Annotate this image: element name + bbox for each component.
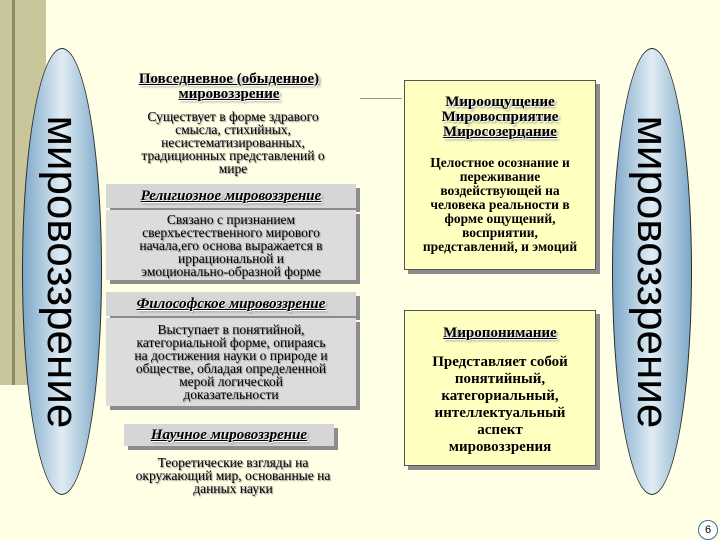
desc-line: Выступает в понятийной, — [157, 322, 305, 337]
desc-line: традиционных представлений о — [141, 148, 325, 163]
desc-line: форме ощущений, — [444, 211, 556, 226]
scientific-title-box — [124, 424, 334, 446]
desc-line: категориальной форме, опираясь — [136, 335, 326, 350]
philosophical-description-box — [106, 318, 356, 406]
desc-line: эмоционально-образной форме — [141, 263, 321, 279]
desc-line: несистематизированных, — [161, 135, 305, 150]
desc-line: Представляет собой — [432, 354, 568, 370]
desc-line: категориальный, — [441, 388, 559, 404]
left-oval-label: мировоззрение — [38, 115, 87, 428]
perception-description — [405, 156, 595, 254]
everyday-title-line1: Повседневное (обыденное) — [138, 71, 320, 87]
scientific-description — [108, 456, 358, 495]
perception-title-3: Миросозерцание — [443, 124, 557, 140]
desc-line: аспект — [477, 422, 523, 438]
desc-line: восприятии, — [462, 225, 538, 240]
desc-line: Теоретические взгляды на — [157, 455, 309, 470]
religious-title: Религиозное мировоззрение — [140, 187, 322, 204]
philosophical-description — [106, 323, 356, 401]
religious-description — [106, 213, 356, 278]
desc-line: окружающий мир, основанные на — [135, 468, 331, 483]
perception-title-1: Мироощущение — [445, 94, 555, 110]
understanding-box — [404, 310, 596, 466]
desc-line: Целостное осознание и — [430, 155, 570, 170]
desc-line: человека реальности в — [430, 197, 570, 212]
desc-line: переживание — [459, 169, 541, 184]
everyday-title — [100, 72, 358, 102]
desc-line: сверхъестественного мирового — [142, 224, 320, 240]
philosophical-title: Философское мировоззрение — [136, 295, 326, 312]
religious-description-box — [106, 210, 356, 280]
desc-line: мерой логической — [179, 374, 283, 389]
desc-line: обществе, обладая определенной — [135, 361, 327, 376]
perception-box — [404, 80, 596, 270]
desc-line: мировоззрения — [448, 439, 552, 455]
scientific-title: Научное мировоззрение — [150, 426, 308, 443]
philosophical-title-box — [106, 292, 356, 316]
right-oval — [612, 48, 692, 495]
desc-line: представлений, и эмоций — [422, 239, 578, 254]
religious-title-box — [106, 184, 356, 208]
desc-line: Связано с признанием — [166, 211, 296, 227]
page-number: 6 — [698, 520, 718, 540]
desc-line: воздействующей на — [440, 183, 560, 198]
everyday-title-line2: мировоззрение — [178, 86, 280, 102]
right-oval-label: мировоззрение — [628, 115, 677, 428]
perception-title-2: Мировосприятие — [441, 109, 559, 125]
desc-line: доказательности — [183, 387, 279, 402]
desc-line: понятийный, — [454, 371, 546, 387]
desc-line: начала,его основа выражается в — [139, 237, 323, 253]
desc-line: смысла, стихийных, — [175, 122, 291, 137]
left-oval — [22, 48, 102, 495]
perception-titles — [405, 95, 595, 140]
everyday-description — [108, 110, 358, 175]
decorative-stripe-line — [12, 0, 15, 385]
desc-line: иррациональной и — [178, 250, 284, 266]
desc-line: на достижения науки о природе и — [134, 348, 328, 363]
connector-line — [360, 98, 402, 99]
desc-line: Существует в форме здравого — [147, 109, 319, 124]
desc-line: интеллектуальный — [434, 405, 566, 421]
desc-line: данных науки — [193, 481, 273, 496]
desc-line: мире — [218, 161, 248, 176]
understanding-description — [405, 354, 595, 456]
understanding-title: Миропонимание — [443, 325, 557, 341]
